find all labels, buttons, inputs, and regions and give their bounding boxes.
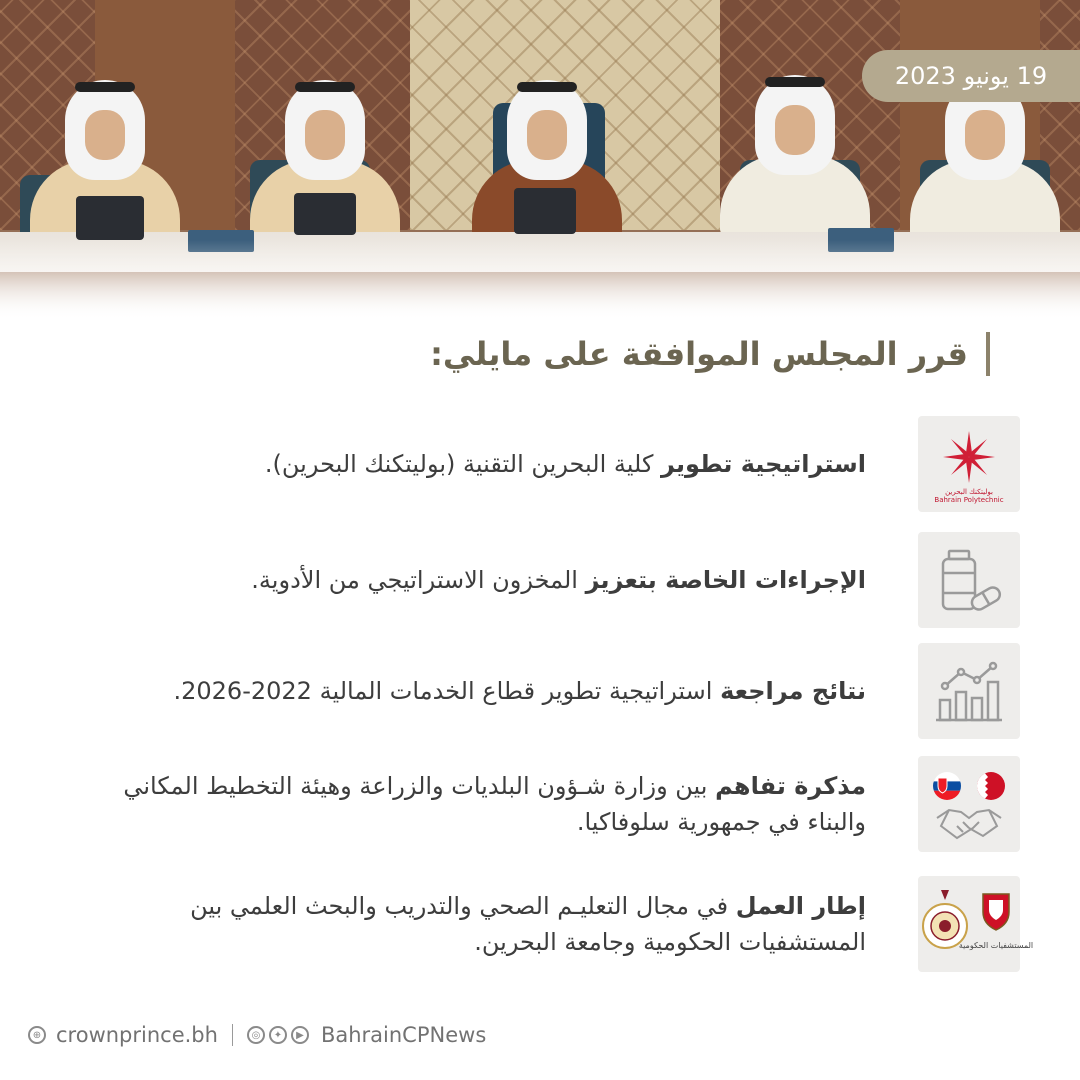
heading-text: قرر المجلس الموافقة على مايلي: (430, 335, 968, 373)
item-text: الإجراءات الخاصة بتعزيز المخزون الاستراتيجي من الأدوية. (251, 566, 866, 594)
twitter-icon[interactable]: ✦ (269, 1026, 287, 1044)
laptop (294, 193, 356, 235)
attendee (720, 65, 870, 235)
social-handle[interactable]: BahrainCPNews (320, 1023, 487, 1047)
date-badge: 19 يونيو 2023 (862, 50, 1080, 102)
heading-bar (986, 332, 990, 376)
decision-item (60, 532, 1020, 628)
item-text: نتائج مراجعة استراتيجية تطوير قطاع الخدمات المالية 2022-2026. (173, 677, 866, 705)
photo-fade (0, 240, 1080, 320)
flags-handshake-icon (918, 756, 1020, 852)
globe-icon: ⊕ (28, 1026, 46, 1044)
meeting-photo (0, 0, 1080, 320)
polytechnic-logo-text: بوليتكنك البحرين Bahrain Polytechnic (934, 488, 1004, 504)
youtube-icon[interactable]: ▶ (291, 1026, 309, 1044)
laptop (514, 188, 576, 234)
item-text: استراتيجية تطوير كلية البحرين التقنية (بوليتكنك البحرين). (264, 450, 866, 478)
footer (28, 1020, 486, 1050)
website-link[interactable]: crownprince.bh (56, 1023, 218, 1047)
decision-item (60, 876, 1034, 972)
growth-chart-icon (918, 643, 1020, 739)
medicine-icon (918, 532, 1020, 628)
bahrain-polytechnic-logo-icon (918, 416, 1020, 512)
decision-item (60, 643, 1020, 739)
decision-item (60, 416, 1020, 512)
item-text: مذكرة تفاهم بين وزارة شـؤون البلديات والزراعة وهيئة التخطيط المكاني والبناء في جمهورية سلوفاكيا. (123, 772, 866, 836)
laptop (76, 196, 144, 240)
decision-item (60, 756, 1020, 852)
item-text: إطار العمل في مجال التعليـم الصحي والتدريب والبحث العلمي بين المستشفيات الحكومية وجامعة البحرين. (190, 892, 866, 956)
hospitals-university-logos-icon (918, 876, 1034, 972)
footer-divider (232, 1024, 233, 1046)
section-heading (190, 330, 990, 378)
instagram-icon[interactable]: ◎ (247, 1026, 265, 1044)
hospitals-logo-text: المستشفيات الحكومية (958, 941, 1034, 950)
